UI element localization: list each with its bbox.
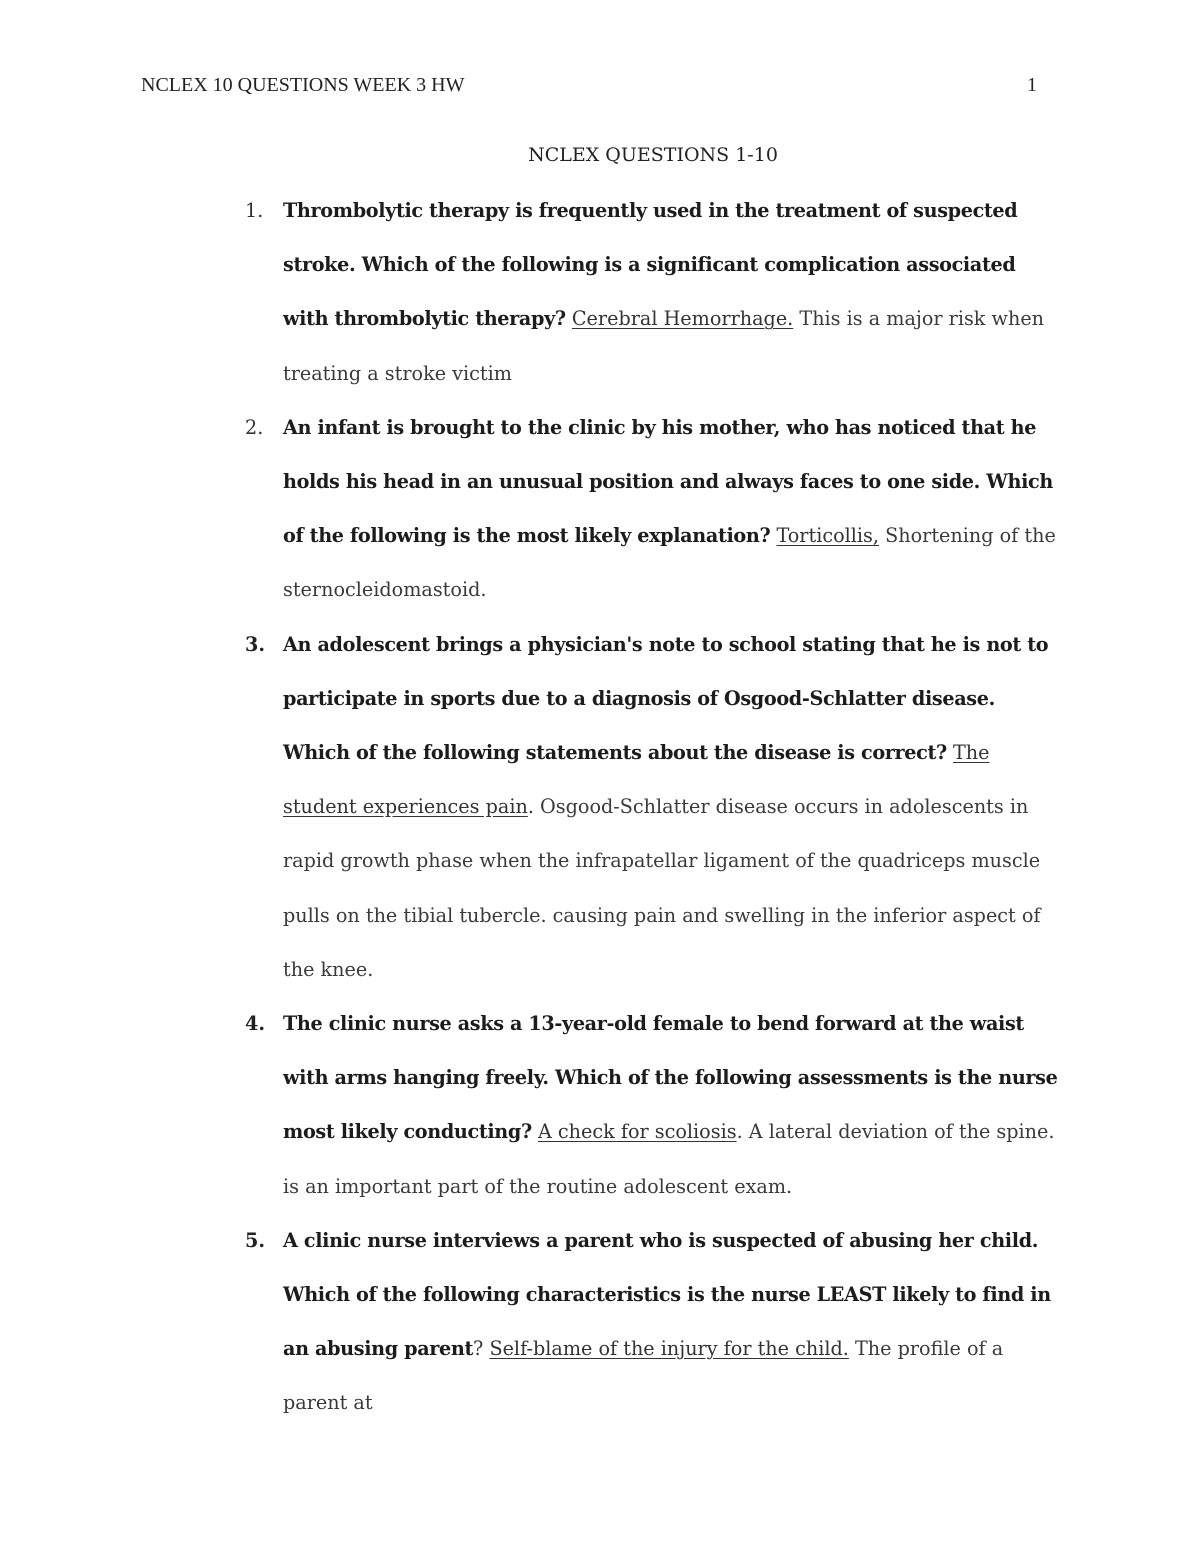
explanation-text: Shortening of the sternocleidomastoid. <box>283 524 1056 602</box>
running-head: NCLEX 10 QUESTIONS WEEK 3 HW <box>141 74 465 96</box>
explanation-text: The profile of a parent at <box>283 1337 1004 1415</box>
question-text: Thrombolytic therapy is frequently used in the treatment of suspected stroke. Which of the following is a significant complication associated with thrombolytic therapy? <box>283 199 1018 331</box>
question-number: 3. <box>245 632 266 656</box>
question-list <box>0 184 1200 1431</box>
document-title: NCLEX QUESTIONS 1-10 <box>528 144 778 166</box>
question-text: An adolescent brings a physician's note to school stating that he is not to participate in sports due to a diagnosis of Osgood-Schlatter disease. Which of the following statements about the disease is correct? <box>283 632 1049 765</box>
question-text: The clinic nurse asks a 13-year-old female to bend forward at the waist with arms hanging freely. Which of the following assessments is the nurse most likely conducting? <box>283 1012 1058 1144</box>
page-header <box>141 74 1037 97</box>
explanation-text: This is a major risk when treating a stroke victim <box>283 307 1045 385</box>
answer-text: A check for scoliosis <box>537 1120 737 1144</box>
answer-text: Torticollis, <box>776 524 879 548</box>
question-number: 4. <box>245 1012 266 1036</box>
question-item <box>0 618 1063 997</box>
explanation-text: . A lateral deviation of the spine. is an important part of the routine adolescent exam. <box>283 1120 1055 1198</box>
question-item <box>0 184 1063 401</box>
answer-text: Cerebral Hemorrhage. <box>571 307 794 331</box>
question-item <box>0 1214 1063 1431</box>
question-number: 1. <box>245 199 264 222</box>
question-number: 2. <box>245 415 264 439</box>
question-item <box>0 401 1063 618</box>
question-text: An infant is brought to the clinic by his mother, who has noticed that he holds his head in an unusual position and always faces to one side. Which of the following is the most likely explanation? <box>283 415 1053 548</box>
answer-text: The student experiences pain <box>283 741 990 819</box>
question-end-mark: ? <box>473 1337 484 1361</box>
question-text: A clinic nurse interviews a parent who is suspected of abusing her child. Which of the following characteristics is the nurse LEAST likely to find in an abusing parent <box>283 1228 1051 1361</box>
explanation-text: . Osgood-Schlatter disease occurs in adolescents in rapid growth phase when the infrapatellar ligament of the quadriceps muscle pulls on the tibial tubercle. causing pain and swelling in the inferior aspect of the knee. <box>283 795 1041 981</box>
question-item <box>0 997 1063 1214</box>
question-number: 5. <box>245 1228 266 1252</box>
answer-text: Self-blame of the injury for the child. <box>489 1337 849 1361</box>
page-number: 1 <box>1027 74 1037 96</box>
